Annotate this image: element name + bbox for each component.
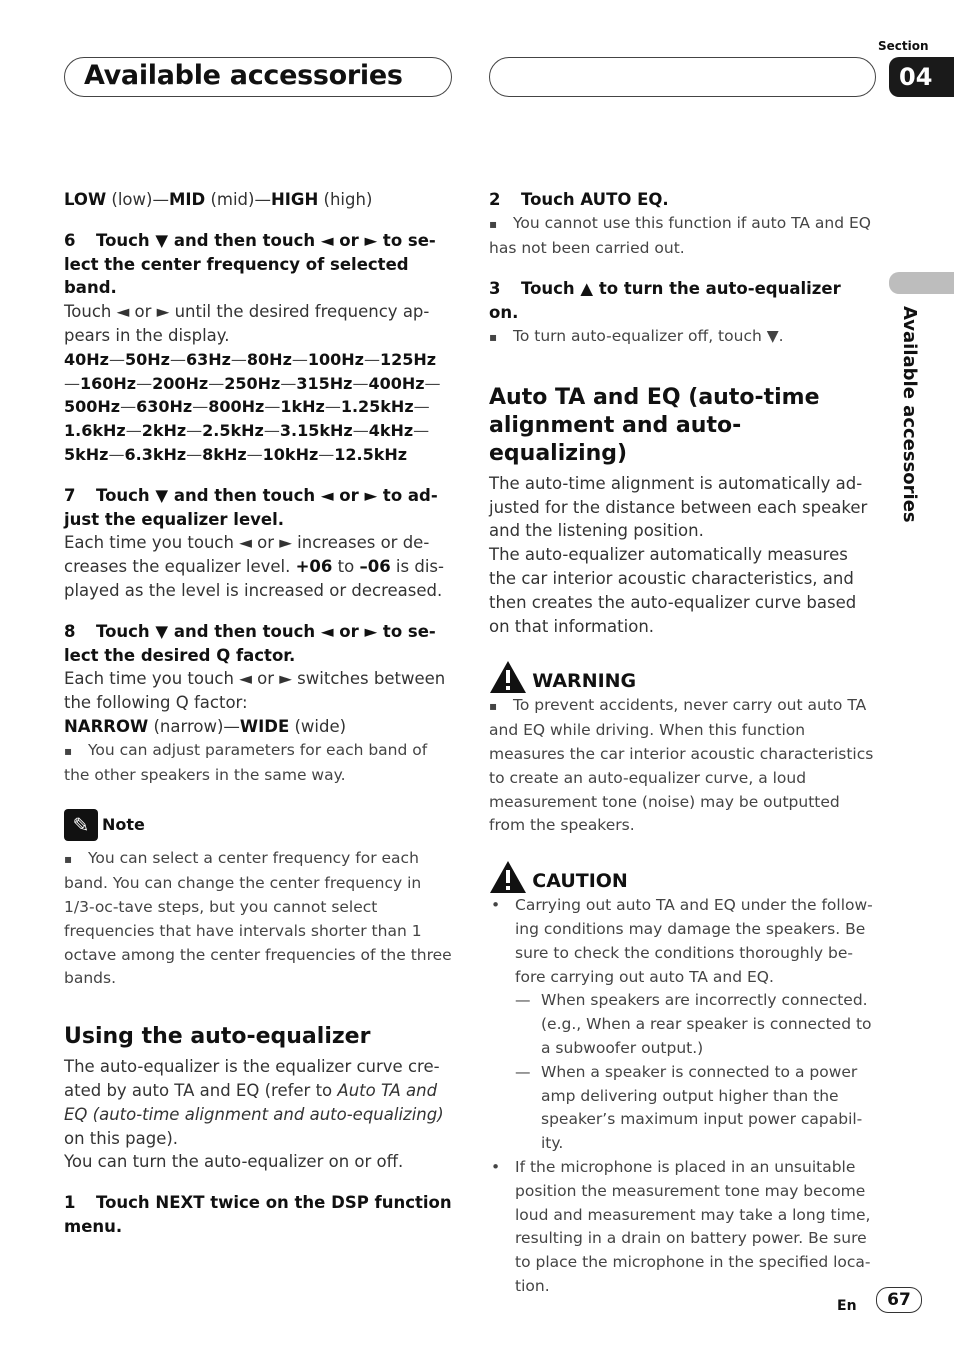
caution-list [489, 894, 874, 1299]
band-options [64, 188, 456, 212]
mid-option: MID [168, 190, 206, 209]
low-option: LOW [64, 190, 107, 209]
level-max: +06 [295, 557, 333, 577]
pencil-icon: ✎ [64, 809, 98, 841]
step-2-title [489, 188, 874, 212]
step-2-number: 2 [489, 190, 501, 209]
high-paren: (high) [318, 190, 373, 209]
page-number: 67 [876, 1287, 922, 1313]
step-8-body: Each time you touch ◄ or ► switches between the following Q factor: [64, 669, 446, 713]
narrow-option: NARROW [64, 716, 149, 736]
freq-row: —160Hz—200Hz—250Hz—315Hz—400Hz— [64, 373, 441, 393]
right-column [489, 188, 874, 1299]
side-tab-marker [889, 272, 954, 294]
page-title: Available accessories [84, 60, 403, 91]
auto-ta-para-1: The auto-time alignment is automatically ad-justed for the distance between each speaker and the listening position. [489, 473, 868, 541]
section-number: 04 [889, 57, 954, 97]
caution-label: CAUTION [532, 870, 628, 893]
note-label: Note [102, 815, 145, 835]
warning-body: ▪ To prevent accidents, never carry out auto TA and EQ while driving. When this function measures the car interior acoustic characteristics to create an auto-equalizer curve, a loud measurement tone (noise) may be outputted from the speakers. [489, 694, 874, 838]
step-8-text: Touch ▼ and then touch ◄ or ► to se-lect the desired Q factor. [64, 621, 436, 665]
caution-icon [489, 860, 527, 894]
section-label: Section [878, 39, 929, 53]
step-2-text: Touch AUTO EQ. [521, 190, 669, 209]
caution-header [489, 860, 874, 894]
step-6-text: Touch ▼ and then touch ◄ or ► to se-lect the center frequency of selected band. [64, 230, 436, 298]
auto-eq-body-2: You can turn the auto-equalizer on or off. [64, 1152, 404, 1172]
freq-row: 40Hz—50Hz—63Hz—80Hz—100Hz—125Hz [64, 349, 437, 369]
auto-ta-para-2: The auto-equalizer automatically measures the car interior acoustic characteristics, and then creates the auto-equalizer curve based on that information. [489, 545, 857, 636]
header-empty-box [489, 57, 876, 97]
step-1-text: Touch NEXT twice on the DSP function menu. [64, 1193, 452, 1236]
high-option: HIGH [270, 190, 319, 209]
frequency-list [64, 348, 456, 467]
warning-header [489, 660, 874, 694]
side-tab-text: Available accessories [899, 306, 920, 523]
cross-reference: Auto TA and EQ (auto-time alignment and auto-equalizing) [64, 1080, 444, 1124]
step-6-body: Touch ◄ or ► until the desired frequency ap-pears in the display. [64, 302, 430, 345]
step-6-number: 6 [64, 230, 76, 250]
step-3-number: 3 [489, 279, 501, 299]
step-7-text: Touch ▼ and then touch ◄ or ► to ad-just the equalizer level. [64, 485, 438, 529]
note-body: ▪ You can select a center frequency for each band. You can change the center frequency in 1/3-oc-tave steps, but you cannot select frequencies that have intervals shorter than 1 octave among the center frequencies of the three bands. [64, 847, 456, 991]
mid-paren: (mid)— [205, 190, 271, 209]
language-label: En [837, 1298, 857, 1314]
left-column [64, 188, 456, 1239]
low-paren: (low)— [106, 190, 169, 209]
step-7-title [64, 484, 456, 532]
step-7-body: Each time you touch ◄ or ► increases or de-creases the equalizer level. +06 to –06 is dis-played as the level is increased or decreased. [64, 533, 444, 600]
q-factor-options: NARROW (narrow)—WIDE (wide) [64, 716, 347, 736]
note-header [64, 809, 456, 841]
caution-subitem: — When a speaker is connected to a power amp delivering output higher than the speaker’s maximum input power capabil-ity. [489, 1061, 874, 1156]
step-2-bullet: ▪ You cannot use this function if auto TA and EQ has not been carried out. [489, 212, 874, 261]
freq-row: 1.6kHz—2kHz—2.5kHz—3.15kHz—4kHz— [64, 421, 430, 441]
caution-item: • Carrying out auto TA and EQ under the follow-ing conditions may damage the speakers. Be sure to check the conditions thoroughly be-fore carrying out auto TA and EQ. [489, 894, 874, 989]
step-8-title [64, 620, 456, 668]
wide-option: WIDE [239, 716, 290, 736]
step-1-title [64, 1191, 456, 1239]
warning-icon [489, 660, 527, 694]
freq-row: 5kHz—6.3kHz—8kHz—10kHz—12.5kHz [64, 444, 408, 464]
step-3-bullet: ▪ To turn auto-equalizer off, touch ▼. [489, 325, 874, 350]
caution-subitem: — When speakers are incorrectly connected. (e.g., When a rear speaker is connected to a subwoofer output.) [489, 989, 874, 1060]
step-8-bullet: ▪ You can adjust parameters for each band of the other speakers in the same way. [64, 739, 456, 788]
step-8-number: 8 [64, 621, 76, 641]
caution-item: • If the microphone is placed in an unsuitable position the measurement tone may become loud and measurement may take a long time, resulting in a drain on battery power. Be sure to place the microphone in the specified loca-tion. [489, 1156, 874, 1299]
step-6-title [64, 229, 456, 300]
auto-eq-heading: Using the auto-equalizer [64, 1024, 371, 1050]
auto-ta-eq-heading: Auto TA and EQ (auto-time alignment and auto-equalizing) [489, 384, 820, 466]
step-1-number: 1 [64, 1193, 76, 1213]
warning-label: WARNING [532, 670, 637, 693]
auto-eq-body: The auto-equalizer is the equalizer curve cre-ated by auto TA and EQ (refer to Auto TA and EQ (auto-time alignment and auto-equalizing) on this page). [64, 1057, 444, 1148]
step-7-number: 7 [64, 485, 76, 505]
freq-row: 500Hz—630Hz—800Hz—1kHz—1.25kHz— [64, 397, 430, 417]
step-3-text: Touch ▲ to turn the auto-equalizer on. [489, 279, 841, 323]
level-min: –06 [359, 557, 391, 577]
step-3-title [489, 277, 874, 325]
